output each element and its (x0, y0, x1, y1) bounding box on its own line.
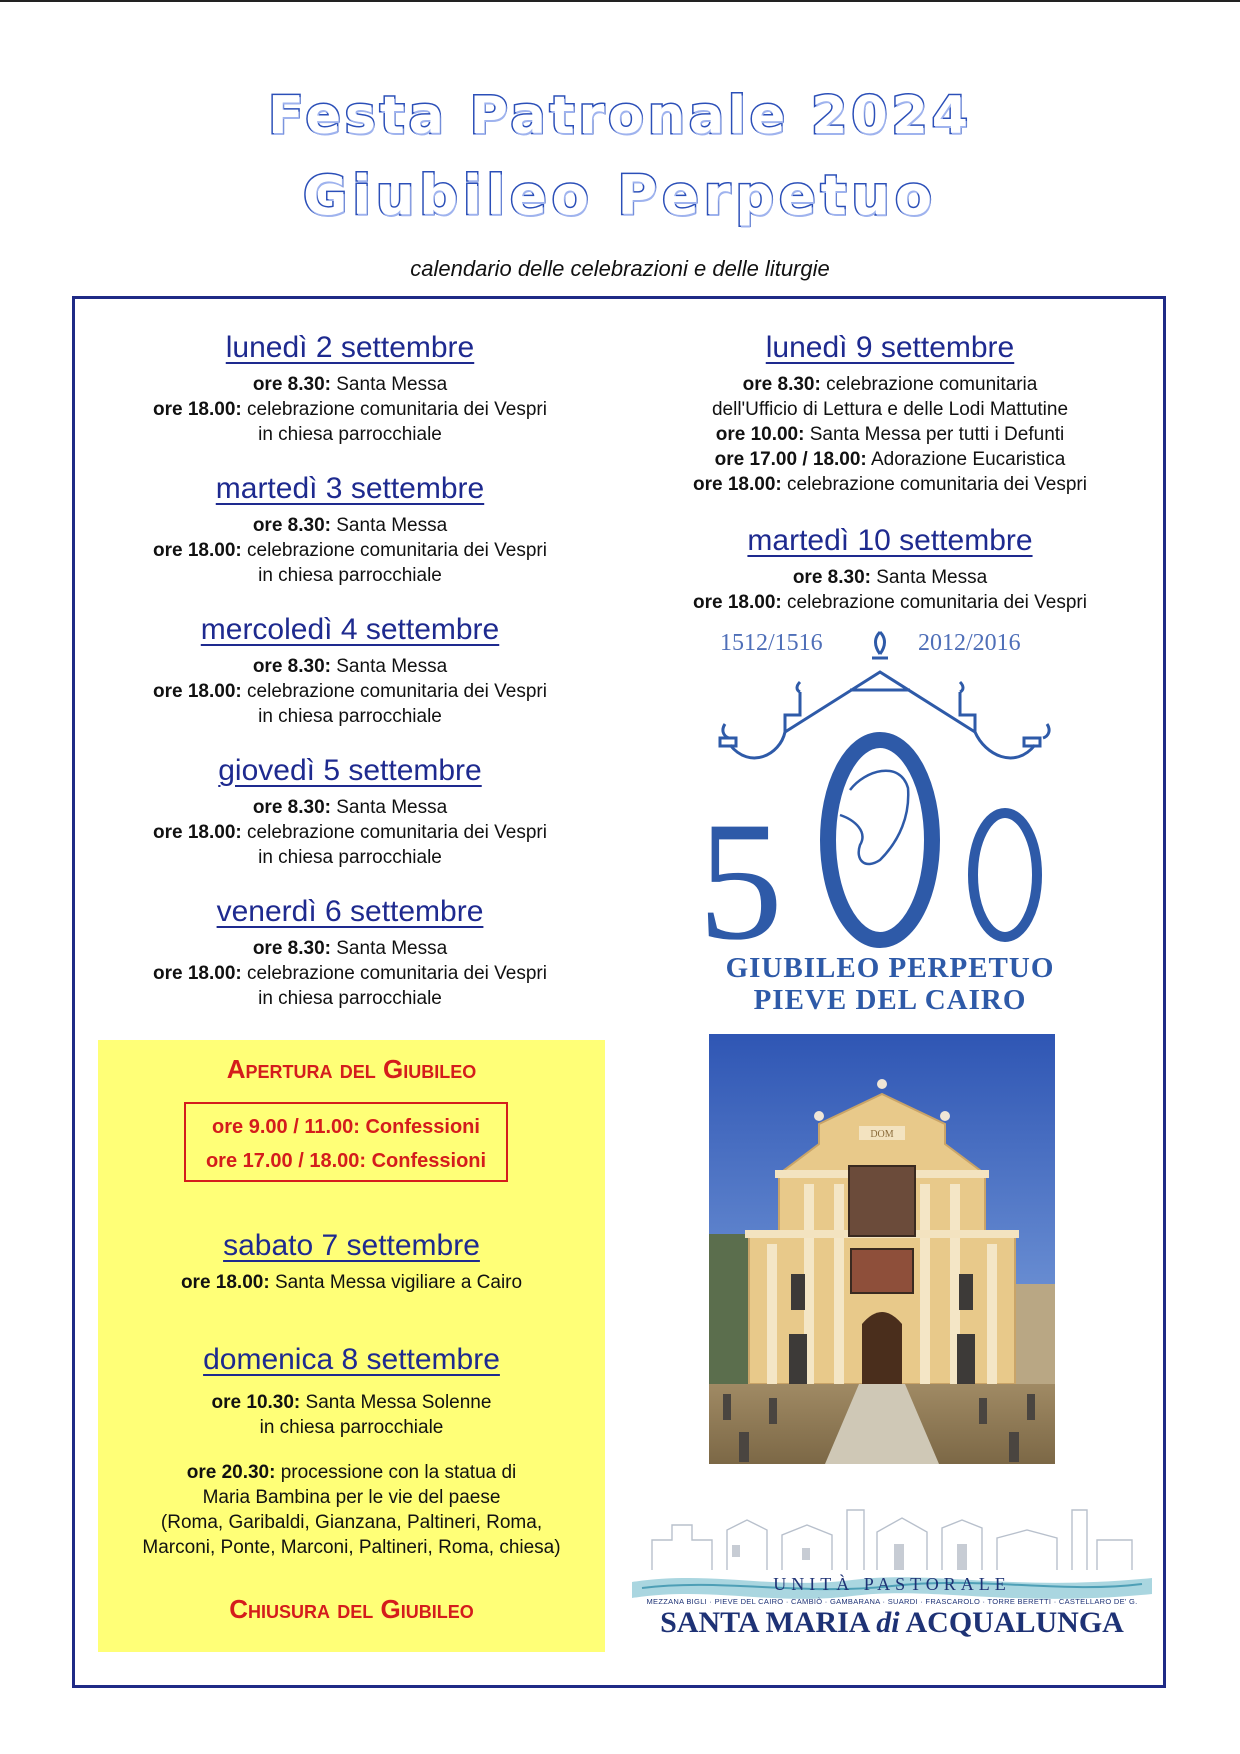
schedule-line: ore 20.30: processione con la statua di (186, 1462, 517, 1483)
day-entry (100, 894, 600, 1012)
day-entry (100, 612, 600, 730)
schedule-line: ore 18.00: Santa Messa vigiliare a Cairo (180, 1272, 523, 1293)
day-heading: venerdì 6 settembre (216, 895, 484, 928)
logo-numeral-5: 5 (698, 787, 783, 975)
unita-pastorale-label: UNITÀ PASTORALE (773, 1574, 1011, 1594)
subtitle: calendario delle celebrazioni e delle liturgie (410, 256, 830, 281)
schedule-line: in chiesa parrocchiale (258, 847, 442, 868)
jubilee-opening-title: Apertura del Giubileo (226, 1054, 477, 1084)
schedule-line: dell'Ufficio di Lettura e delle Lodi Mattutine (711, 399, 1069, 420)
day-heading: lunedì 9 settembre (765, 331, 1015, 364)
day-heading: lunedì 2 settembre (225, 331, 475, 364)
day-entry (100, 330, 600, 448)
church-photo (709, 1034, 1055, 1464)
day-entry (640, 330, 1140, 497)
schedule-line: ore 8.30: Santa Messa (252, 797, 448, 818)
day-heading: giovedì 5 settembre (218, 754, 482, 787)
logo-numeral-0-small (973, 813, 1037, 937)
confessions-line: ore 17.00 / 18.00: Confessioni (205, 1150, 487, 1172)
schedule-line: ore 18.00: celebrazione comunitaria dei Vespri (153, 963, 547, 984)
title-line-1: Festa Patronale 2024 (268, 86, 972, 146)
jubilee-closing-title: Chiusura del Giubileo (229, 1594, 474, 1624)
procession-route: Marconi, Ponte, Marconi, Paltineri, Roma, chiesa) (142, 1537, 561, 1558)
schedule-line: ore 18.00: celebrazione comunitaria dei Vespri (693, 592, 1087, 613)
unita-pastorale-name: SANTA MARIA di ACQUALUNGA (660, 1606, 1124, 1639)
logo-caption-line2: PIEVE DEL CAIRO (753, 984, 1027, 1016)
schedule-line: ore 18.00: celebrazione comunitaria dei Vespri (153, 822, 547, 843)
unita-pastorale-logo (632, 1470, 1152, 1670)
day-heading: martedì 10 settembre (747, 524, 1033, 557)
title-line-2: Giubileo Perpetuo (303, 164, 937, 227)
sunday-entry (98, 1342, 605, 1560)
schedule-line: ore 8.30: Santa Messa (252, 938, 448, 959)
schedule-line: in chiesa parrocchiale (258, 706, 442, 727)
day-entry (640, 523, 1140, 615)
schedule-line: Maria Bambina per le vie del paese (202, 1487, 501, 1508)
day-entry (100, 753, 600, 871)
schedule-line: ore 10.30: Santa Messa Solenne (211, 1392, 492, 1413)
schedule-line: ore 18.00: celebrazione comunitaria dei Vespri (153, 681, 547, 702)
logo-year-left: 1512/1516 (720, 630, 823, 656)
logo-year-right: 2012/2016 (918, 630, 1021, 656)
day-heading: domenica 8 settembre (203, 1343, 500, 1376)
schedule-line: ore 8.30: Santa Messa (792, 567, 988, 588)
schedule-line: ore 8.30: Santa Messa (252, 515, 448, 536)
top-rule (0, 0, 1240, 2)
confessions-line: ore 9.00 / 11.00: Confessioni (212, 1116, 480, 1138)
schedule-line: ore 18.00: celebrazione comunitaria dei Vespri (153, 540, 547, 561)
schedule-line: ore 18.00: celebrazione comunitaria dei Vespri (153, 399, 547, 420)
schedule-line: in chiesa parrocchiale (258, 988, 442, 1009)
day-heading: mercoledì 4 settembre (200, 613, 500, 646)
schedule-line: ore 8.30: Santa Messa (252, 374, 448, 395)
schedule-line: in chiesa parrocchiale (258, 565, 442, 586)
facade-plaque: DOM (870, 1129, 894, 1140)
schedule-line: ore 8.30: celebrazione comunitaria (742, 374, 1038, 395)
right-column (640, 330, 1140, 637)
schedule-line: in chiesa parrocchiale (259, 1417, 444, 1438)
logo-caption-line1: GIUBILEO PERPETUO (725, 952, 1055, 984)
left-column (100, 330, 600, 1035)
day-entry (100, 471, 600, 589)
confessions-box (184, 1102, 508, 1182)
day-heading: sabato 7 settembre (223, 1229, 480, 1262)
parish-list: MEZZANA BIGLI · PIEVE DEL CAIRO · CAMBIÒ · GAMBARANA · SUARDI · FRASCAROLO · TORRE BERETTI · CASTELLARO DE' G. (646, 1597, 1138, 1606)
schedule-line: ore 10.00: Santa Messa per tutti i Defunti (715, 424, 1065, 445)
schedule-line: ore 17.00 / 18.00: Adorazione Eucaristica (714, 449, 1066, 470)
schedule-line: ore 18.00: celebrazione comunitaria dei Vespri (693, 474, 1087, 495)
schedule-line: ore 8.30: Santa Messa (252, 656, 448, 677)
day-heading: martedì 3 settembre (215, 472, 485, 505)
procession-route: (Roma, Garibaldi, Gianzana, Paltineri, Roma, (160, 1512, 543, 1533)
saturday-entry (98, 1228, 605, 1295)
schedule-line: in chiesa parrocchiale (258, 424, 442, 445)
